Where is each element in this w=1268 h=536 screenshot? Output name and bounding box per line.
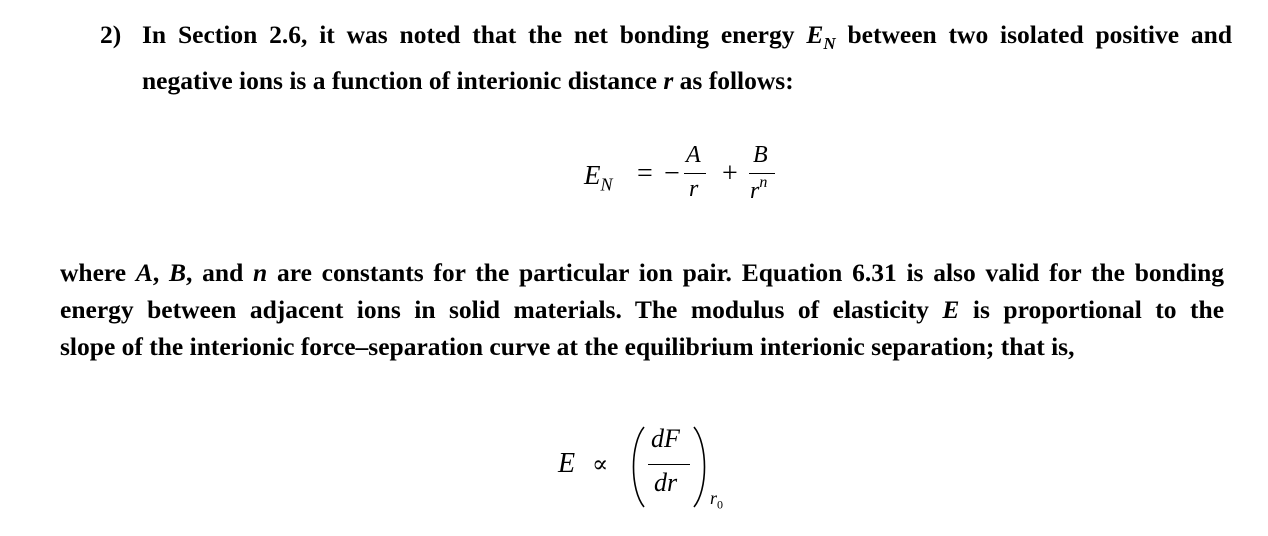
explanation-paragraph — [60, 254, 1224, 365]
eq2-evaluation-point: $r_0$ — [710, 488, 724, 512]
eq1-lhs: $E_N$ — [584, 160, 613, 195]
paragraph-line-2: energy between adjacent ions in solid materials. The modulus of elasticity E is proportional to the — [60, 295, 1225, 324]
paragraph-line-1: where A, B, and n are constants for the particular ion pair. Equation 6.31 is also valid for the bonding — [60, 258, 1225, 287]
eq1-plus: + — [722, 158, 738, 189]
var-energy: $E_N$ — [806, 20, 836, 54]
eq2-left-paren — [624, 424, 650, 510]
paragraph-line-3: slope of the interionic force–separation curve at the equilibrium interionic separation; that is, — [60, 332, 1075, 361]
question-line-1: In Section 2.6, it was noted that the net bonding energy $E_N$ between two isolated positive and — [142, 20, 1232, 54]
question-line-2: negative ions is a function of interionic distance r as follows: — [142, 66, 794, 96]
question-text — [142, 16, 1232, 99]
eq1-denominator-r: r — [689, 176, 699, 202]
question-number: 2) — [100, 20, 122, 49]
eq2-proportional: ∝ — [592, 452, 609, 478]
eq1-numerator-a: A — [686, 142, 701, 168]
eq2-numerator: dF — [651, 424, 680, 453]
eq1-fraction-bar-1 — [684, 173, 706, 174]
eq1-minus: − — [664, 158, 680, 189]
eq2-fraction-bar — [648, 464, 690, 465]
eq2-denominator: dr — [654, 468, 678, 497]
eq1-equals: = — [637, 158, 653, 189]
var-distance: r — [663, 66, 674, 96]
eq2-lhs: E — [558, 448, 576, 479]
eq1-denominator-rn: $r^n$ — [750, 174, 768, 204]
eq1-numerator-b: B — [753, 142, 768, 168]
